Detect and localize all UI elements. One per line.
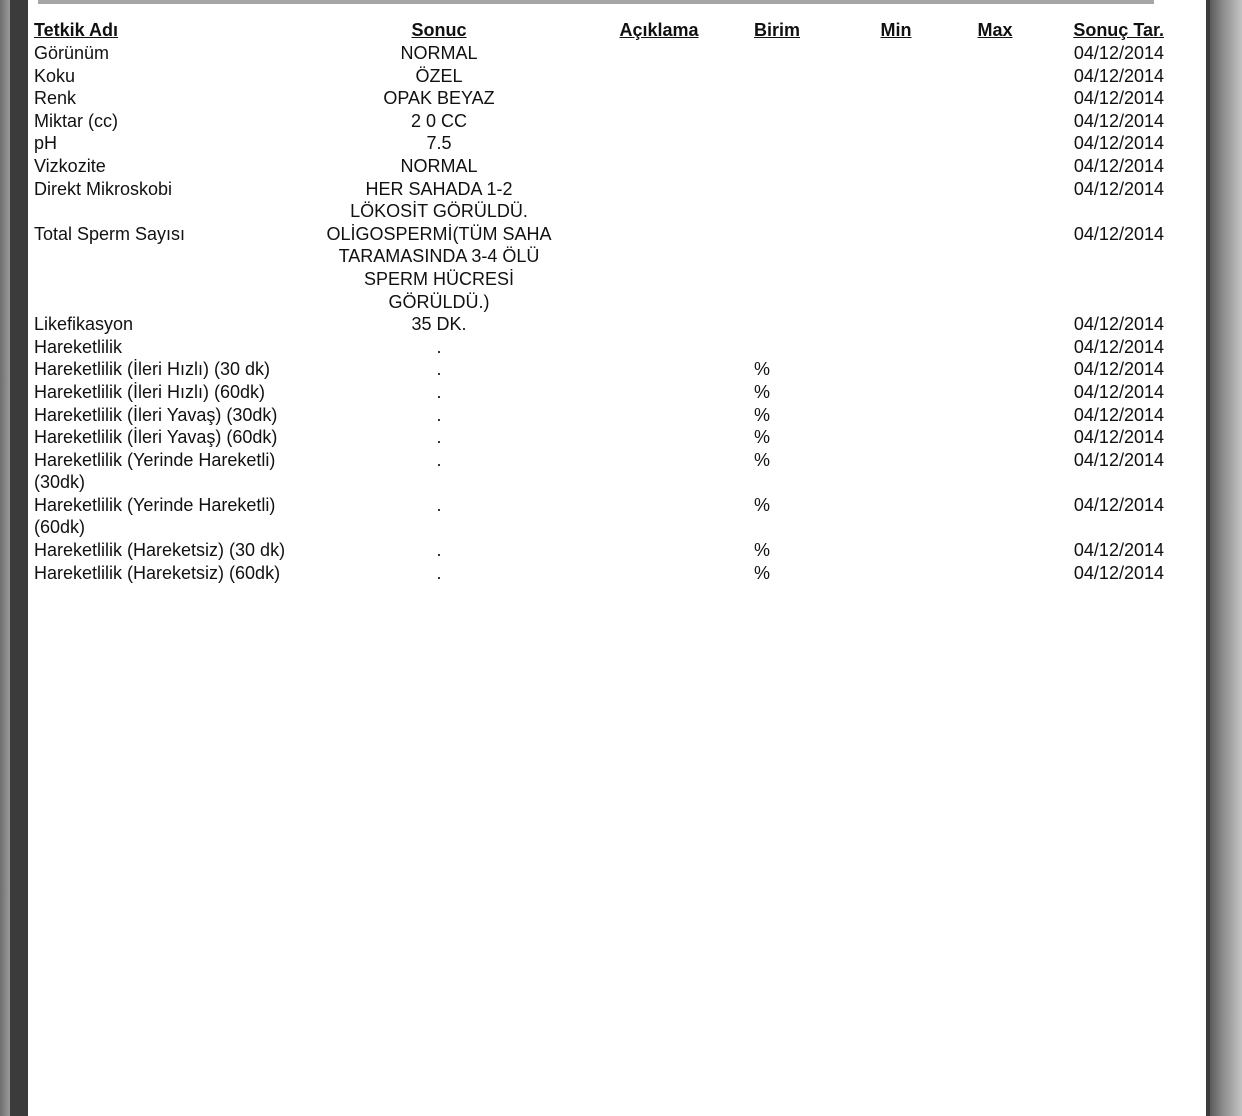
cell-unit: % [754,359,771,380]
cell-unit: % [754,540,771,561]
result-text: . [436,540,442,561]
cell-result-date: 04/12/2014 [1073,155,1164,176]
table-row [34,155,1164,178]
cell-min [846,381,946,404]
cell-unit: % [754,381,771,402]
cell-result-date: 04/12/2014 [1073,223,1164,244]
cell-result [314,494,564,539]
cell-unit [754,223,846,313]
table-row [34,539,1164,562]
cell-max [946,404,1044,427]
cell-max [946,539,1044,562]
cell-result [314,42,564,65]
cell-result-date: 04/12/2014 [1073,336,1164,357]
result-text: . [436,449,442,470]
table-row [34,65,1164,88]
cell-max [946,155,1044,178]
result-text: OLİGOSPERMİ(TÜM SAHA TARAMASINDA 3-4 ÖLÜ SPERM HÜCRESİ GÖRÜLDÜ.) [326,223,552,312]
cell-max [946,313,1044,336]
cell-result-date: 04/12/2014 [1073,43,1164,63]
cell-description [564,178,754,223]
cell-test-name: Hareketlilik (Hareketsiz) (60dk) [34,562,281,583]
cell-description [564,336,754,359]
table-row [34,381,1164,404]
cell-max [946,178,1044,223]
cell-result-date: 04/12/2014 [1073,359,1164,380]
cell-result-date: 04/12/2014 [1073,427,1164,448]
cell-max [946,358,1044,381]
cell-result [314,65,564,88]
column-header-min: Min [880,20,912,40]
cell-result-date: 04/12/2014 [1073,562,1164,583]
result-text: . [436,427,442,448]
result-text: 7.5 [426,133,452,154]
cell-unit [754,65,846,88]
cell-description [564,494,754,539]
cell-description [564,358,754,381]
cell-result [314,313,564,336]
column-header-result-date: Sonuç Tar. [1073,20,1164,40]
cell-description [564,87,754,110]
cell-test-name: Likefikasyon [34,314,134,335]
cell-test-name: Vizkozite [34,155,106,176]
cell-min [846,404,946,427]
cell-result-date: 04/12/2014 [1073,314,1164,335]
cell-description [564,42,754,65]
cell-unit [754,110,846,133]
cell-test-name: Hareketlilik (İleri Yavaş) (60dk) [34,427,278,448]
cell-unit [754,132,846,155]
viewer-left-edge [0,0,10,1116]
cell-test-name: Hareketlilik (Yerinde Hareketli) (60dk) [34,494,276,538]
header-divider [38,0,1154,4]
cell-result [314,404,564,427]
cell-description [564,381,754,404]
table-row [34,449,1164,494]
cell-result [314,426,564,449]
cell-result-date: 04/12/2014 [1073,133,1164,154]
cell-test-name: pH [34,133,58,154]
cell-min [846,494,946,539]
cell-test-name: Renk [34,88,77,109]
cell-unit [754,155,846,178]
table-row [34,313,1164,336]
cell-unit [754,178,846,223]
column-header-result: Sonuc [411,20,467,40]
cell-description [564,132,754,155]
result-text: . [436,381,442,402]
cell-unit: % [754,404,771,425]
cell-test-name: Miktar (cc) [34,110,118,131]
result-text: . [436,494,442,515]
result-text: . [436,336,442,357]
cell-min [846,426,946,449]
table-row [34,336,1164,359]
cell-max [946,494,1044,539]
cell-min [846,539,946,562]
cell-result [314,223,564,313]
cell-result [314,539,564,562]
cell-result [314,336,564,359]
cell-unit [754,87,846,110]
cell-result [314,449,564,494]
cell-max [946,562,1044,585]
table-row [34,110,1164,133]
table-row [34,87,1164,110]
cell-max [946,42,1044,65]
result-text: OPAK BEYAZ [383,88,495,109]
cell-result-date: 04/12/2014 [1073,110,1164,131]
cell-test-name: Koku [34,65,76,86]
result-text: 2 0 CC [410,110,468,131]
cell-max [946,449,1044,494]
cell-min [846,87,946,110]
cell-result-date: 04/12/2014 [1073,178,1164,199]
table-row [34,404,1164,427]
table-row [34,426,1164,449]
cell-min [846,42,946,65]
column-header-max: Max [977,20,1013,40]
cell-test-name: Hareketlilik (Hareketsiz) (30 dk) [34,540,286,561]
cell-test-name: Hareketlilik [34,336,123,357]
cell-test-name: Direkt Mikroskobi [34,178,173,199]
cell-description [564,539,754,562]
table-header-row [34,19,1164,42]
cell-result [314,381,564,404]
column-header-test-name: Tetkik Adı [34,20,119,40]
cell-description [564,155,754,178]
cell-test-name: Hareketlilik (İleri Yavaş) (30dk) [34,404,278,425]
cell-max [946,87,1044,110]
result-text: HER SAHADA 1-2 LÖKOSİT GÖRÜLDÜ. [350,178,528,222]
column-header-unit: Birim [754,20,801,40]
cell-min [846,155,946,178]
cell-test-name: Hareketlilik (Yerinde Hareketli) (30dk) [34,449,276,493]
cell-test-name: Hareketlilik (İleri Hızlı) (30 dk) [34,359,271,380]
cell-min [846,132,946,155]
cell-max [946,381,1044,404]
result-text: NORMAL [400,155,478,176]
cell-min [846,223,946,313]
table-row [34,42,1164,65]
cell-unit [754,336,846,359]
cell-result-date: 04/12/2014 [1073,449,1164,470]
cell-description [564,426,754,449]
table-row [34,358,1164,381]
cell-result-date: 04/12/2014 [1073,404,1164,425]
cell-min [846,336,946,359]
cell-result [314,358,564,381]
result-text: . [436,562,442,583]
cell-max [946,223,1044,313]
result-text: NORMAL [400,43,478,63]
cell-min [846,313,946,336]
cell-result [314,132,564,155]
cell-description [564,404,754,427]
cell-max [946,426,1044,449]
cell-max [946,110,1044,133]
table-row [34,494,1164,539]
cell-unit: % [754,427,771,448]
cell-max [946,132,1044,155]
cell-result-date: 04/12/2014 [1073,88,1164,109]
column-header-description: Açıklama [619,20,699,40]
cell-result [314,110,564,133]
cell-unit [754,42,846,65]
cell-result [314,155,564,178]
cell-unit: % [754,494,771,515]
cell-unit [754,313,846,336]
cell-unit: % [754,449,771,470]
cell-result [314,87,564,110]
table-row [34,178,1164,223]
cell-min [846,178,946,223]
cell-description [564,562,754,585]
result-text: . [436,359,442,380]
cell-min [846,110,946,133]
result-text: ÖZEL [415,65,463,86]
cell-test-name: Hareketlilik (İleri Hızlı) (60dk) [34,381,266,402]
cell-test-name: Görünüm [34,43,110,63]
table-row [34,223,1164,313]
cell-min [846,358,946,381]
cell-unit: % [754,562,771,583]
lab-results-table [34,19,1164,584]
cell-description [564,313,754,336]
cell-min [846,449,946,494]
cell-result-date: 04/12/2014 [1073,65,1164,86]
viewer-scrollbar[interactable] [1210,0,1242,1116]
cell-max [946,336,1044,359]
cell-min [846,65,946,88]
cell-result [314,562,564,585]
cell-min [846,562,946,585]
cell-description [564,223,754,313]
cell-result-date: 04/12/2014 [1073,540,1164,561]
result-text: . [436,404,442,425]
cell-max [946,65,1044,88]
cell-result-date: 04/12/2014 [1073,494,1164,515]
cell-result-date: 04/12/2014 [1073,381,1164,402]
table-row [34,562,1164,585]
cell-result [314,178,564,223]
cell-description [564,110,754,133]
cell-test-name: Total Sperm Sayısı [34,223,186,244]
result-text: 35 DK. [411,314,467,335]
cell-description [564,65,754,88]
cell-description [564,449,754,494]
table-row [34,132,1164,155]
